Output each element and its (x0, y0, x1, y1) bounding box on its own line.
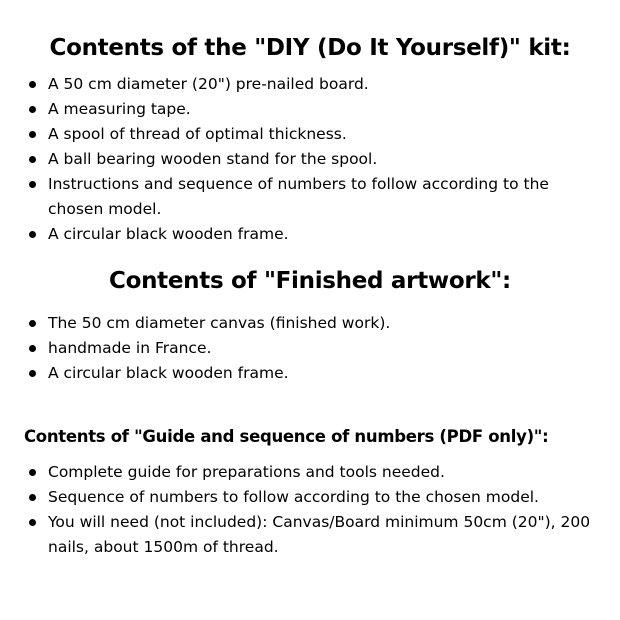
list-item-text: A ball bearing wooden stand for the spool. (48, 150, 378, 168)
list-item (28, 460, 603, 485)
list-item-text: A circular black wooden frame. (48, 364, 289, 382)
list-item-text: Complete guide for preparations and tools needed. (48, 463, 445, 481)
list-item (28, 97, 603, 122)
diy-kit-heading: Contents of the "DIY (Do It Yourself)" kit: (49, 35, 571, 61)
list-item (28, 485, 603, 510)
list-item-text: handmade in France. (48, 339, 212, 357)
list-item (28, 172, 603, 222)
list-item (28, 361, 603, 386)
bullet-icon (29, 320, 36, 327)
list-item (28, 510, 603, 560)
list-item (28, 147, 603, 172)
bullet-icon (29, 370, 36, 377)
list-item (28, 122, 603, 147)
list-item-text: A spool of thread of optimal thickness. (48, 125, 347, 143)
bullet-icon (29, 81, 36, 88)
list-item-text: A circular black wooden frame. (48, 225, 289, 243)
guide-pdf-list (28, 460, 603, 560)
finished-artwork-heading: Contents of "Finished artwork": (109, 268, 511, 294)
bullet-icon (29, 131, 36, 138)
list-item-text: Instructions and sequence of numbers to follow according to the chosen model. (48, 175, 549, 218)
bullet-icon (29, 106, 36, 113)
list-item-text: The 50 cm diameter canvas (finished work). (48, 314, 391, 332)
list-item (28, 222, 603, 247)
list-item (28, 72, 603, 97)
bullet-icon (29, 181, 36, 188)
bullet-icon (29, 231, 36, 238)
list-item-text: You will need (not included): Canvas/Board minimum 50cm (20"), 200 nails, about 1500m of thread. (48, 513, 591, 556)
list-item (28, 336, 603, 361)
bullet-icon (29, 469, 36, 476)
finished-artwork-list (28, 311, 603, 386)
list-item-text: A 50 cm diameter (20") pre-nailed board. (48, 75, 369, 93)
bullet-icon (29, 345, 36, 352)
list-item (28, 311, 603, 336)
bullet-icon (29, 156, 36, 163)
bullet-icon (29, 494, 36, 501)
diy-kit-list (28, 72, 603, 247)
bullet-icon (29, 519, 36, 526)
list-item-text: A measuring tape. (48, 100, 191, 118)
list-item-text: Sequence of numbers to follow according to the chosen model. (48, 488, 539, 506)
guide-pdf-heading: Contents of "Guide and sequence of numbers (PDF only)": (24, 427, 549, 446)
